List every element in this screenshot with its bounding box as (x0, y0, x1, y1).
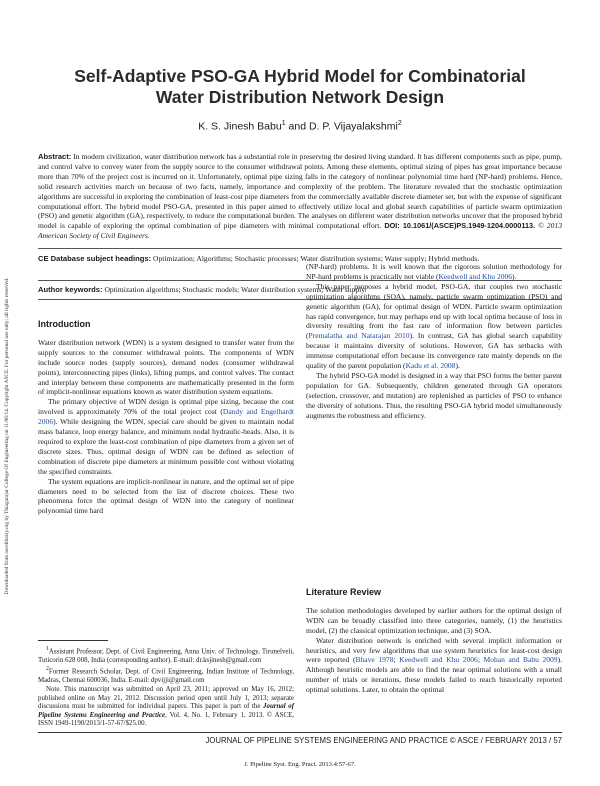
left-column (38, 320, 294, 516)
footnote-note: Note. This manuscript was submitted on April 23, 2011; approved on May 16, 2012; published online on May 21, 2012. Discussion period open until July 1, 2013; separate discussions must be submitted for individual papers. This paper is part of the Journal of Pipeline Systems Engineering and Practice, Vol. 4, No. 1, February 1, 2013. © ASCE, ISSN 1949-1190/2013/1-57-67/$25.00. (38, 685, 294, 728)
keywords-label: Author keywords: (38, 285, 103, 294)
right-paragraph-2: This paper proposes a hybrid model, PSO-GA, that couples two stochastic optimization algorithms (SOA), namely, particle swarm optimization (PSO) and genetic algorithm (GA), for optimal design of WDN. Particle swarm optimization has rapid convergence, but may perhaps end up with local optima because of loss in diversity resulting from the fast rate of information flow between particles (Premalatha and Natarajan 2010). In contrast, GA has global search capability because it maintains diversity of solutions. However, GA has setbacks with immense computational effort because its convergence rate mainly depends on the quality of the parent population (Kadu et al. 2008). (306, 281, 562, 371)
ce-label: CE Database subject headings: (38, 254, 152, 263)
intro-paragraph-2: The primary objective of WDN design is optimal pipe sizing, because the cost involved is approximately 70% of the total project cost (Dandy and Engelhardt 2006). While designing the WDN, special care should be given to maintain nodal mass balance, loop energy balance, and minimum nodal hydraulic-heads. Also, it is required to explore the least-cost combination of pipe diameters from a given set of discrete sizes. Thus, optimal design of WDN can be defined as selection of combination of discrete pipe diameters at minimum possible cost without violating the specified constraints. (38, 397, 294, 476)
literature-review-section (306, 588, 562, 695)
citation-link[interactable]: Mohan and Babu 2009 (483, 655, 558, 665)
author-2: and D. P. Vijayalakshmi (285, 120, 398, 133)
footnotes (38, 645, 294, 729)
literature-review-heading: Literature Review (306, 587, 382, 597)
citation-link[interactable]: Kadu et al. 2008 (405, 361, 456, 371)
title-line-2: Water Distribution Network Design (155, 87, 445, 107)
journal-footer: JOURNAL OF PIPELINE SYSTEMS ENGINEERING AND PRACTICE © ASCE / FEBRUARY 2013 / 57 (205, 736, 562, 745)
right-paragraph-1: (NP-hard) problems. It is well known that the rigorous solution methodology for NP-hard problems is practically not viable (Keedwell and Khu 2006). (306, 262, 562, 281)
right-column (306, 262, 562, 421)
abstract (38, 152, 562, 241)
lit-paragraph-1: The solution methodologies developed by earlier authors for the optimal design of WDN can be broadly classified into three categories, namely, (1) the heuristics model, (2) the classical optimization technique, and (3) SOA. (306, 605, 562, 635)
ce-text: Optimization; Algorithms; Stochastic processes; Water distribution systems; Water supply; Hybrid methods. (151, 254, 480, 263)
citation-link[interactable]: Bhave 1978 (355, 655, 394, 665)
divider (38, 248, 562, 249)
author-line (40, 120, 560, 133)
download-notice-sidebar: Downloaded from ascelibrary.org by Thiagarajar College Of Engineering on 11/06/14. Copyright ASCE. For personal use only; all rights reserved. (4, 277, 10, 595)
citation-link[interactable]: Keedwell and Khu 2006 (438, 271, 513, 281)
right-paragraph-3: The hybrid PSO-GA model is designed in a way that PSO forms the better parent population for GA. Subsequently, children generated through GA operators (selection, crossover, and mutation) are replenished as particles of PSO to enhance the diversity of solutions. Thus, the resulting PSO-GA hybrid model simultaneously augments the robustness and efficiency. (306, 370, 562, 420)
page-citation: J. Pipeline Syst. Eng. Pract. 2013.4:57-67. (244, 761, 356, 768)
citation-link[interactable]: Premalatha and Natarajan 2010 (308, 331, 410, 341)
title-line-1: Self-Adaptive PSO-GA Hybrid Model for Combinatorial (74, 66, 526, 86)
doi-link[interactable]: DOI: 10.1061/(ASCE)PS.1949-1204.0000113. (384, 221, 536, 231)
footer-divider (38, 732, 562, 733)
keywords-text: Optimization algorithms; Stochastic models; Water distribution systems; Water supply. (102, 285, 367, 294)
citation-link[interactable]: Keedwell and Khu 2006 (399, 655, 478, 665)
intro-paragraph-1: Water distribution network (WDN) is a system designed to transfer water from the supply sources to the consumer withdrawal points. The components of WDN include source nodes (supply sources), demand nodes (consumer withdrawal points), interconnecting pipes (links), lifting pumps, and control valves. The contact and interplay between these components are mathematically presented in the form of implicit-nonlinear equations known as water distribution system equations. (38, 337, 294, 397)
abstract-text: In modern civilization, water distribution network has a substantial role in preserving the desired living standard. It has different components such as pipe, pump, and control valve to convey water from the supply source to the consumer withdrawal points. Among these elements, optimal sizing of pipes has great importance because more than 70% of the project cost is incurred on it. Unfortunately, optimal pipe sizing falls in the category of nonlinear polynomial time hard (NP-hard) problems. Hence, solid research activities march on because of two facts, namely, importance and complexity of the problem. The literature revealed that the stochastic optimization algorithms are successful in exploring the combination of least-cost pipe diameters from the commercially available discrete diameter set, but with the expense of significant computational effort. The hybrid model PSO-GA, presented in this paper aimed to effectively utilize local and global search capabilities of particle swarm optimization (PSO) and genetic algorithm (GA), respectively, to reduce the computational burden. The analyses on different water distribution networks uncover that the proposed hybrid model is capable of exploring the optimal combination of pipe diameters with minimal computational effort. (38, 152, 562, 231)
lit-paragraph-2: Water distribution network is enriched with several implicit information or heuristics, and very few algorithms that use system heuristics for least-cost design were reported (Bhave 1978; Keedwell and Khu 2006; Mohan and Babu 2009). Although heuristic models are able to find the near optimal solutions with a small number of trials or iterations, these models failed to reach historically reported optimal solutions. Later, to obtain the optimal (306, 635, 562, 695)
footnote-2: $^2$Former Research Scholar, Dept. of Civil Engineering, Indian Institute of Technology, Madras, Chennai 600036, India. E-mail: dpvijji@gmail.com (38, 666, 294, 685)
journal-name: Journal of Pipeline Systems Engineering and Practice (38, 703, 294, 719)
intro-paragraph-3: The system equations are implicit-nonlinear in nature, and the optimal set of pipe diameters need to be selected from the list of discrete choices. These two phenomena force the optimal design of WDN into the category of nonlinear polynomial time hard (38, 476, 294, 516)
footnote-divider (38, 640, 108, 641)
author-2-superscript: 2 (397, 120, 402, 127)
author-1: K. S. Jinesh Babu (198, 120, 282, 133)
author-1-superscript: 1 (281, 120, 286, 127)
paper-title (40, 66, 560, 108)
footnote-1: $^1$Assistant Professor, Dept. of Civil Engineering, Anna Univ. of Technology, Tirunelveli, Tuticorin 628 008, India (corresponding author). E-mail: dr.ksjinesh@gmail.com (38, 646, 294, 664)
abstract-label: Abstract: (38, 152, 72, 161)
copyright-line: © 2013 American Society of Civil Engineers. (38, 221, 563, 241)
citation-link[interactable]: Dandy and Engelhardt 2006 (38, 407, 294, 427)
introduction-heading: Introduction (38, 319, 91, 329)
